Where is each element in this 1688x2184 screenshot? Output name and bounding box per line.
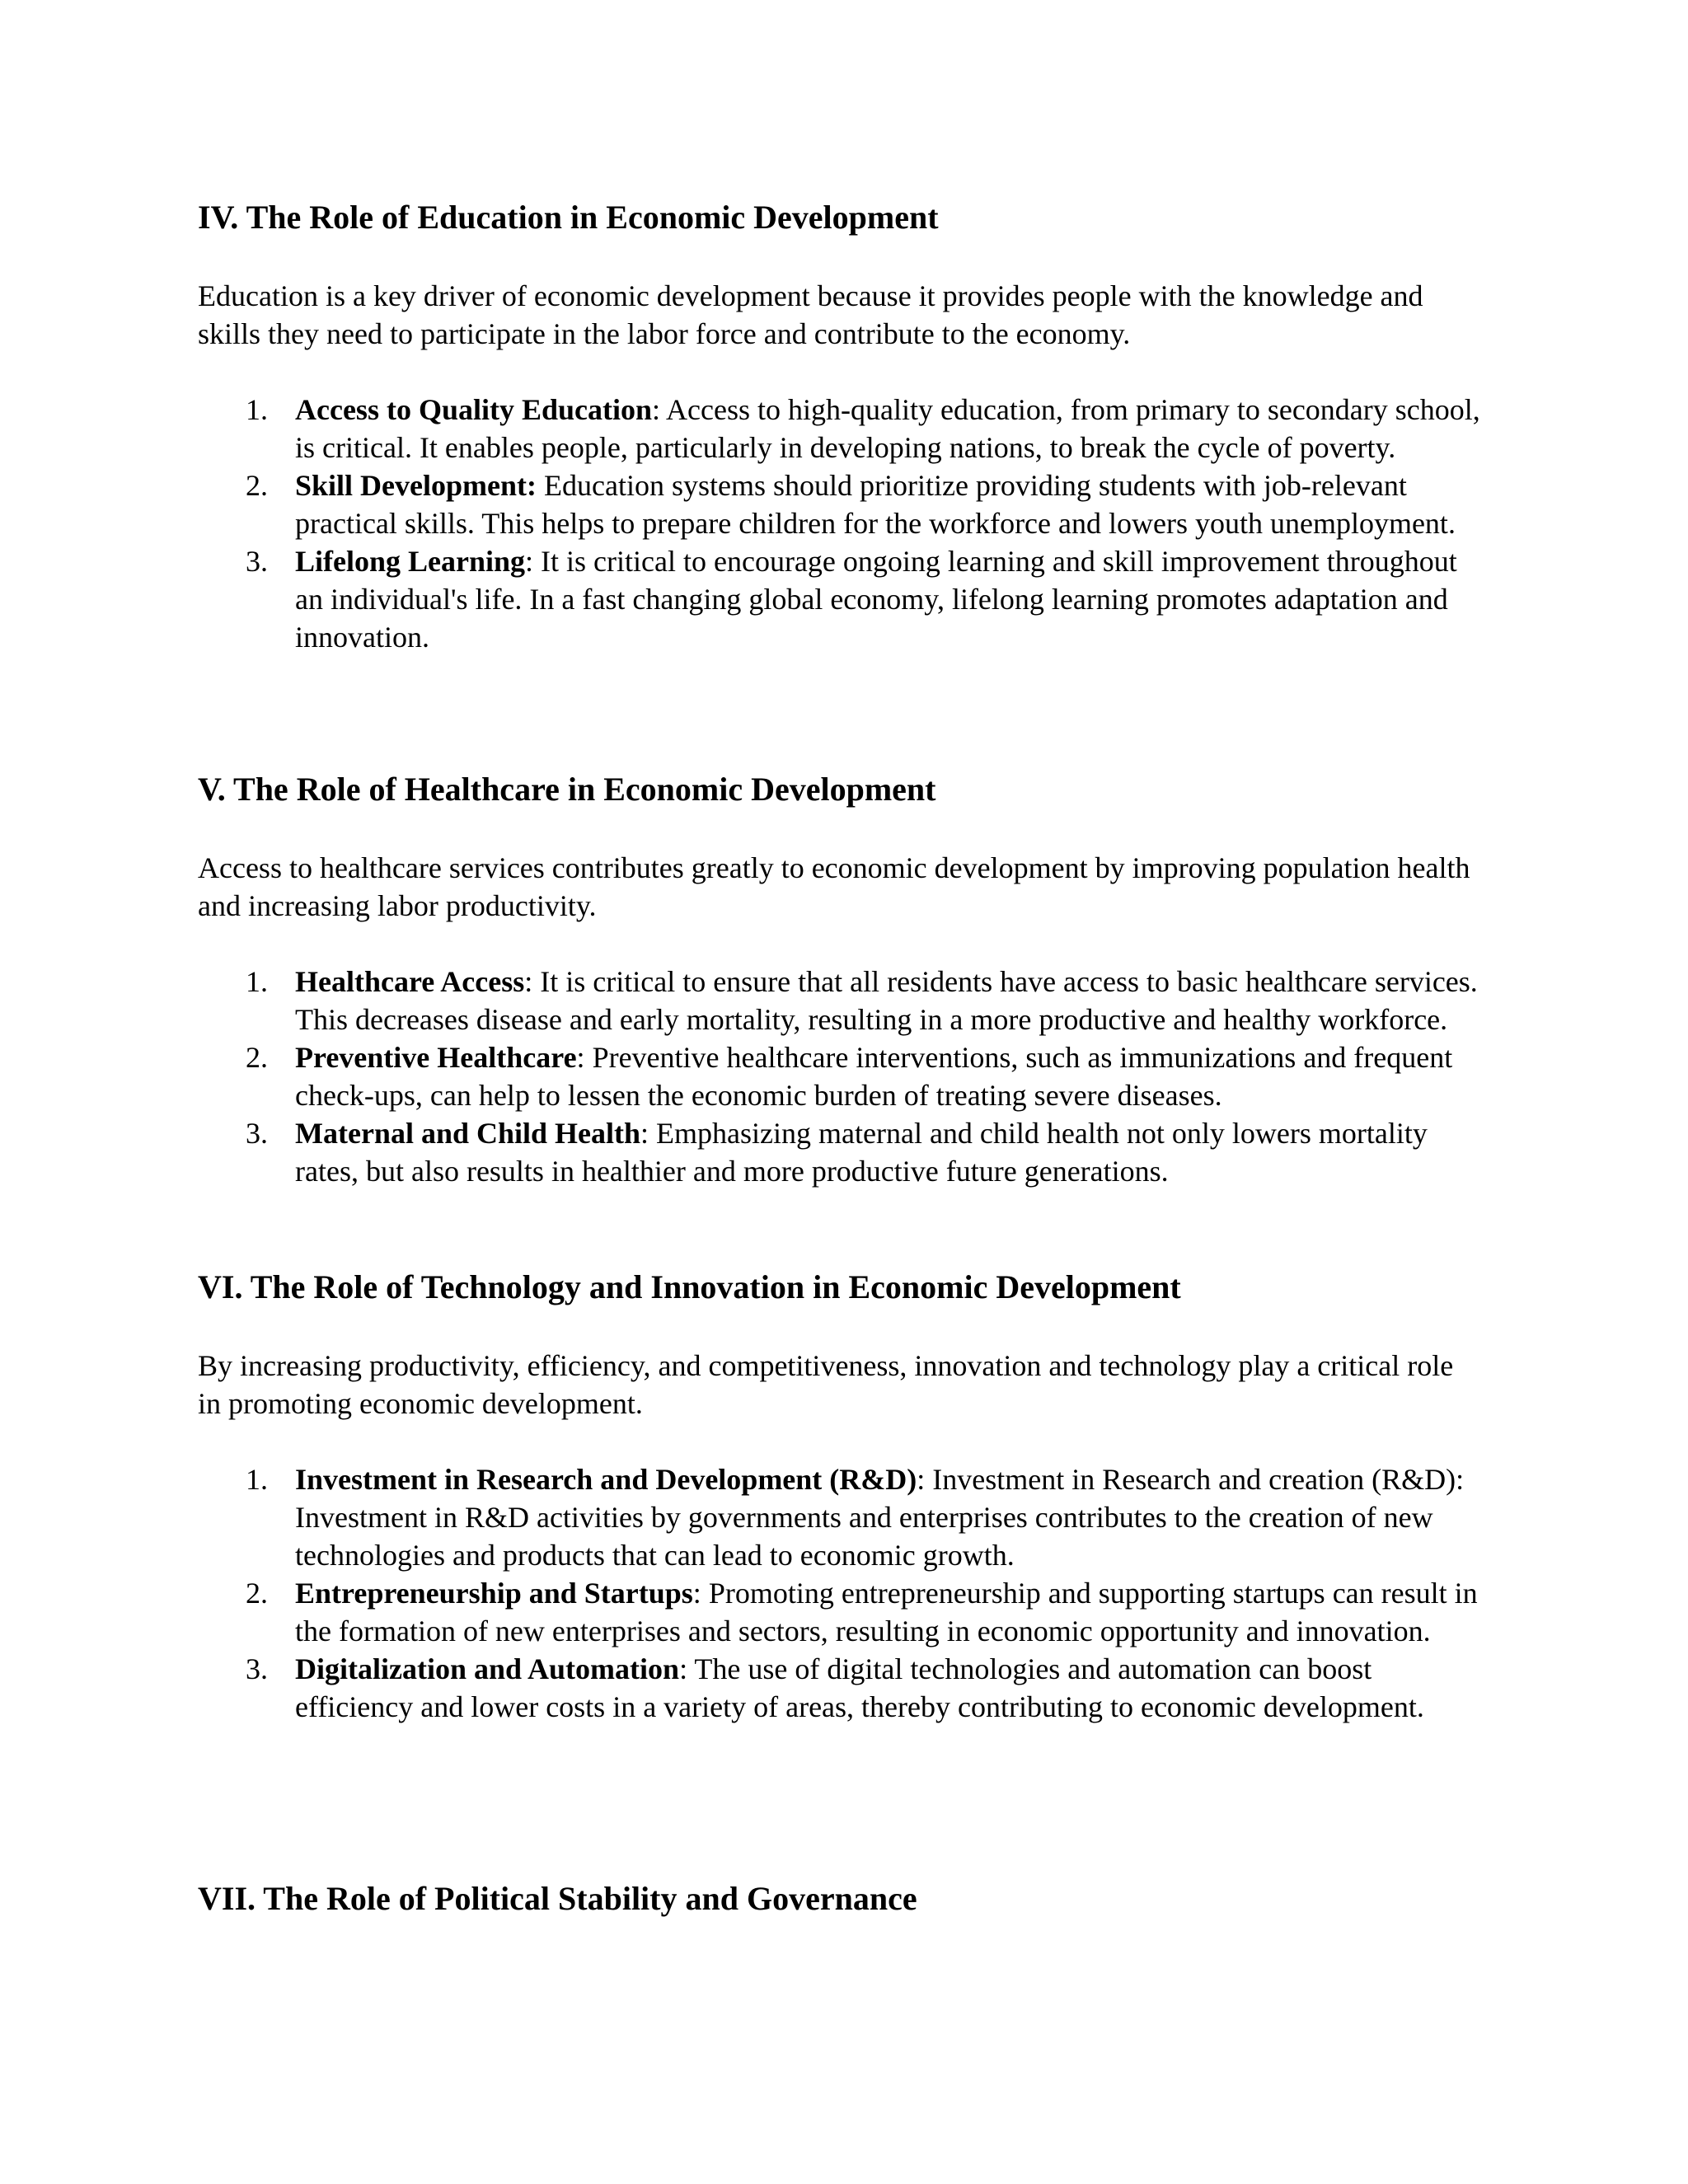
list-item [198,1114,1484,1190]
list-text: Preventive healthcare interventions, such as immunizations and frequent check-ups, can help to lessen the economic burden of treating severe diseases. [295,1041,1453,1112]
list-term: Investment in Research and Development (R&D) [295,1463,917,1496]
list-term: Maternal and Child Health [295,1117,641,1150]
section-intro: By increasing productivity, efficiency, and competitiveness, innovation and technology play a critical role in promoting economic development. [198,1349,1454,1420]
list-term: Access to Quality Education [295,393,653,426]
section-education [198,198,1484,654]
list-term: Skill Development: [295,469,537,502]
list-number: 2. [246,469,268,502]
list-text: Emphasizing maternal and child health not only lowers mortality rates, but also results in healthier and more productive future generations. [295,1117,1428,1188]
list-separator: : [524,965,541,998]
list-text: Education systems should prioritize providing students with job-relevant practical skills. This helps to prepare children for the workforce and lowers youth unemployment. [295,469,1456,540]
list-text: It is critical to encourage ongoing learning and skill improvement throughout an individual's life. In a fast changing global economy, lifelong learning promotes adaptation and innovation. [295,545,1457,654]
list-number: 1. [246,965,268,998]
section-healthcare [198,770,1484,1188]
list-text: Access to high-quality education, from primary to secondary school, is critical. It enables people, particularly in developing nations, to break the cycle of poverty. [295,393,1480,464]
section-heading: VI. The Role of Technology and Innovation in Economic Development [198,1268,1181,1305]
numbered-list [198,391,1484,656]
list-term: Lifelong Learning [295,545,526,578]
list-separator: : [692,1577,709,1610]
list-item [198,391,1484,466]
list-separator: : [652,393,667,426]
list-item [198,1038,1484,1114]
section-technology [198,1268,1484,1723]
list-number: 3. [246,1652,268,1685]
list-term: Entrepreneurship and Startups [295,1577,693,1610]
list-separator: : [679,1652,695,1685]
list-text: The use of digital technologies and automation can boost efficiency and lower costs in a variety of areas, thereby contributing to economic development. [295,1652,1424,1723]
list-text: Investment in Research and creation (R&D): Investment in R&D activities by governments and enterprises contributes to the creation of new technologies and products that can lead to economic growth. [295,1463,1465,1572]
list-item [198,542,1484,656]
numbered-list [198,963,1484,1190]
list-separator [537,469,544,502]
list-separator: : [525,545,542,578]
section-governance [198,1879,1484,1919]
section-heading: IV. The Role of Education in Economic Development [198,199,939,236]
list-item [198,963,1484,1038]
list-number: 1. [246,393,268,426]
list-text: Promoting entrepreneurship and supporting startups can result in the formation of new enterprises and sectors, resulting in economic opportunity and innovation. [295,1577,1478,1647]
list-number: 2. [246,1041,268,1074]
section-heading: VII. The Role of Political Stability and Governance [198,1880,917,1917]
list-separator: : [576,1041,593,1074]
numbered-list [198,1460,1484,1726]
list-item [198,1460,1484,1574]
section-intro: Access to healthcare services contributes greatly to economic development by improving population health and increasing labor productivity. [198,851,1470,922]
list-separator: : [640,1117,657,1150]
list-item [198,466,1484,542]
list-term: Digitalization and Automation [295,1652,680,1685]
list-number: 1. [246,1463,268,1496]
list-term: Healthcare Access [295,965,525,998]
list-separator: : [917,1463,933,1496]
list-item [198,1650,1484,1726]
list-item [198,1574,1484,1650]
list-term: Preventive Healthcare [295,1041,577,1074]
list-text: It is critical to ensure that all residents have access to basic healthcare services. This decreases disease and early mortality, resulting in a more productive and healthy workforce. [295,965,1478,1036]
section-heading: V. The Role of Healthcare in Economic Development [198,771,936,808]
section-intro: Education is a key driver of economic development because it provides people with the knowledge and skills they need to participate in the labor force and contribute to the economy. [198,279,1423,350]
list-number: 2. [246,1577,268,1610]
list-number: 3. [246,1117,268,1150]
list-number: 3. [246,545,268,578]
